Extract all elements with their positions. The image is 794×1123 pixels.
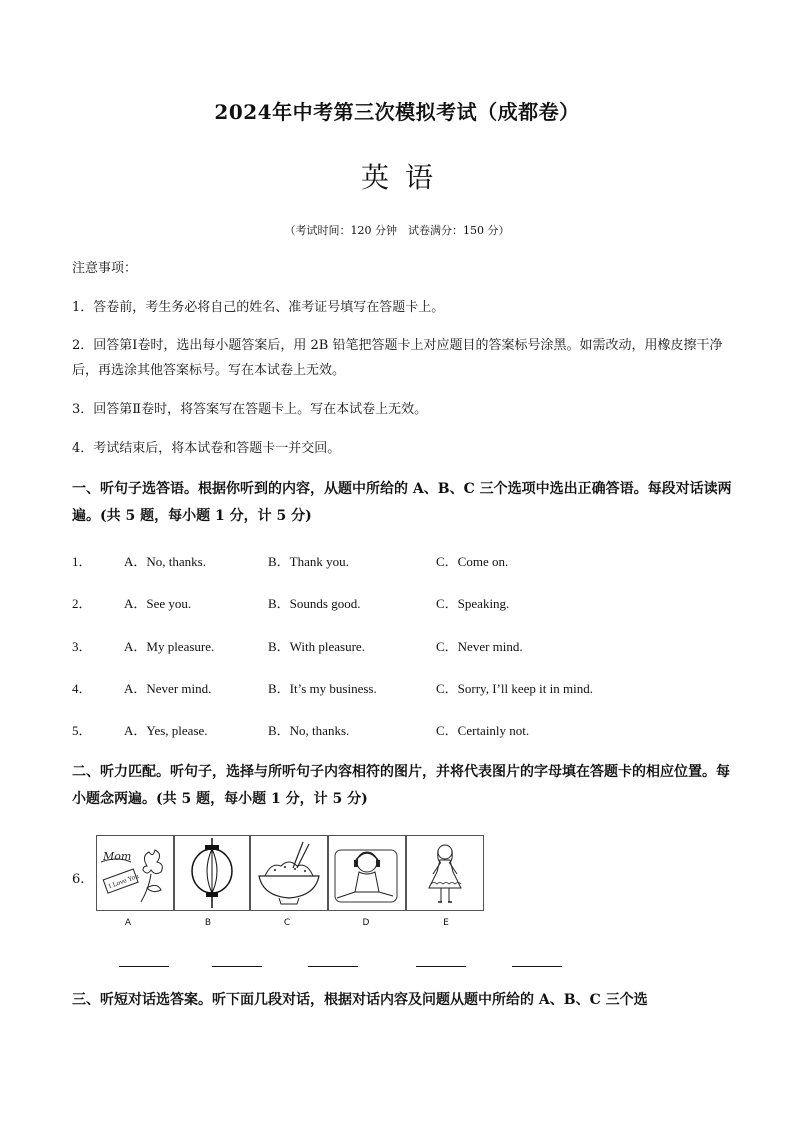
option-c: C．Sorry, I’ll keep it in mind. [436,681,593,696]
picture-d [328,835,406,911]
rice-bowl-icon [251,836,327,910]
answer-blank[interactable] [416,966,466,967]
question-row [72,636,732,656]
exam-info: （考试时间：120 分钟 试卷满分：150 分） [284,224,510,237]
answer-blank[interactable] [212,966,262,967]
section-heading: 二、听力匹配。听句子，选择与所听句子内容相符的图片，并将代表图片的字母填在答题卡的相应位置。每小题念两遍。(共 5 题，每小题 1 分，计 5 分) [72,764,730,807]
picture-a [96,835,174,911]
notice-item: 4．考试结束后，将本试卷和答题卡一并交回。 [72,441,341,456]
question-row [72,678,732,698]
question-number: 1． [72,554,92,569]
option-a: A．Yes, please. [124,723,208,738]
notice-item: 3．回答第Ⅱ卷时，将答案写在答题卡上。写在本试卷上无效。 [72,402,428,417]
option-a: A．Never mind. [124,681,212,696]
section-heading: 一、听句子选答语。根据你听到的内容，从题中所给的 A、B、C 三个选项中选出正确答语。每段对话读两遍。(共 5 题，每小题 1 分，计 5 分) [72,481,732,524]
subject-title: 英语 [360,161,449,194]
question-row [72,593,732,613]
question-number: 2． [72,596,92,611]
option-c: C．Speaking. [436,596,510,611]
picture-label-e: E [443,918,449,928]
picture-e [406,835,484,911]
answer-blank[interactable] [308,966,358,967]
question-row [72,551,732,571]
picture-label-c: C [283,918,291,928]
notice-item: 2．回答第Ⅰ卷时，选出每小题答案后，用 2B 铅笔把答题卡上对应题目的答案标号涂黑。如需改动，用橡皮擦干净后，再选涂其他答案标号。写在本试卷上无效。 [72,338,723,378]
picture-b [174,835,250,911]
picture-label-b: B [204,918,212,928]
option-a: A．See you. [124,596,192,611]
option-c: C．Never mind. [436,639,523,654]
mom-card-flower-icon [97,836,173,910]
lantern-icon [175,836,249,910]
option-c: C．Certainly not. [436,723,530,738]
option-b: B．Thank you. [268,554,349,569]
picture-label-a: A [124,918,132,928]
answer-blank[interactable] [119,966,169,967]
option-b: B．With pleasure. [268,639,365,654]
option-b: B．No, thanks. [268,723,350,738]
option-a: A．No, thanks. [124,554,206,569]
option-b: B．Sounds good. [268,596,361,611]
option-c: C．Come on. [436,554,509,569]
section-heading: 三、听短对话选答案。听下面几段对话，根据对话内容及问题从题中所给的 A、B、C 三个选 [72,992,648,1008]
question-number: 6. [72,872,85,887]
option-b: B．It’s my business. [268,681,377,696]
question-row [72,720,732,740]
card-love-text: I Love You [107,872,140,891]
question-number: 5． [72,723,92,738]
girl-in-dress-icon [407,836,483,910]
answer-blank[interactable] [512,966,562,967]
picture-label-d: D [362,918,370,928]
option-a: A．My pleasure. [124,639,215,654]
card-mom-text: Mom [103,850,132,863]
exam-title: 2024年中考第三次模拟考试（成都卷） [214,100,580,124]
picture-c [250,835,328,911]
question-number: 4． [72,681,92,696]
notice-heading: 注意事项： [72,261,138,276]
notice-item: 1．答卷前，考生务必将自己的姓名、准考证号填写在答题卡上。 [72,300,445,315]
girl-listening-music-icon [329,836,405,910]
question-number: 3． [72,639,92,654]
